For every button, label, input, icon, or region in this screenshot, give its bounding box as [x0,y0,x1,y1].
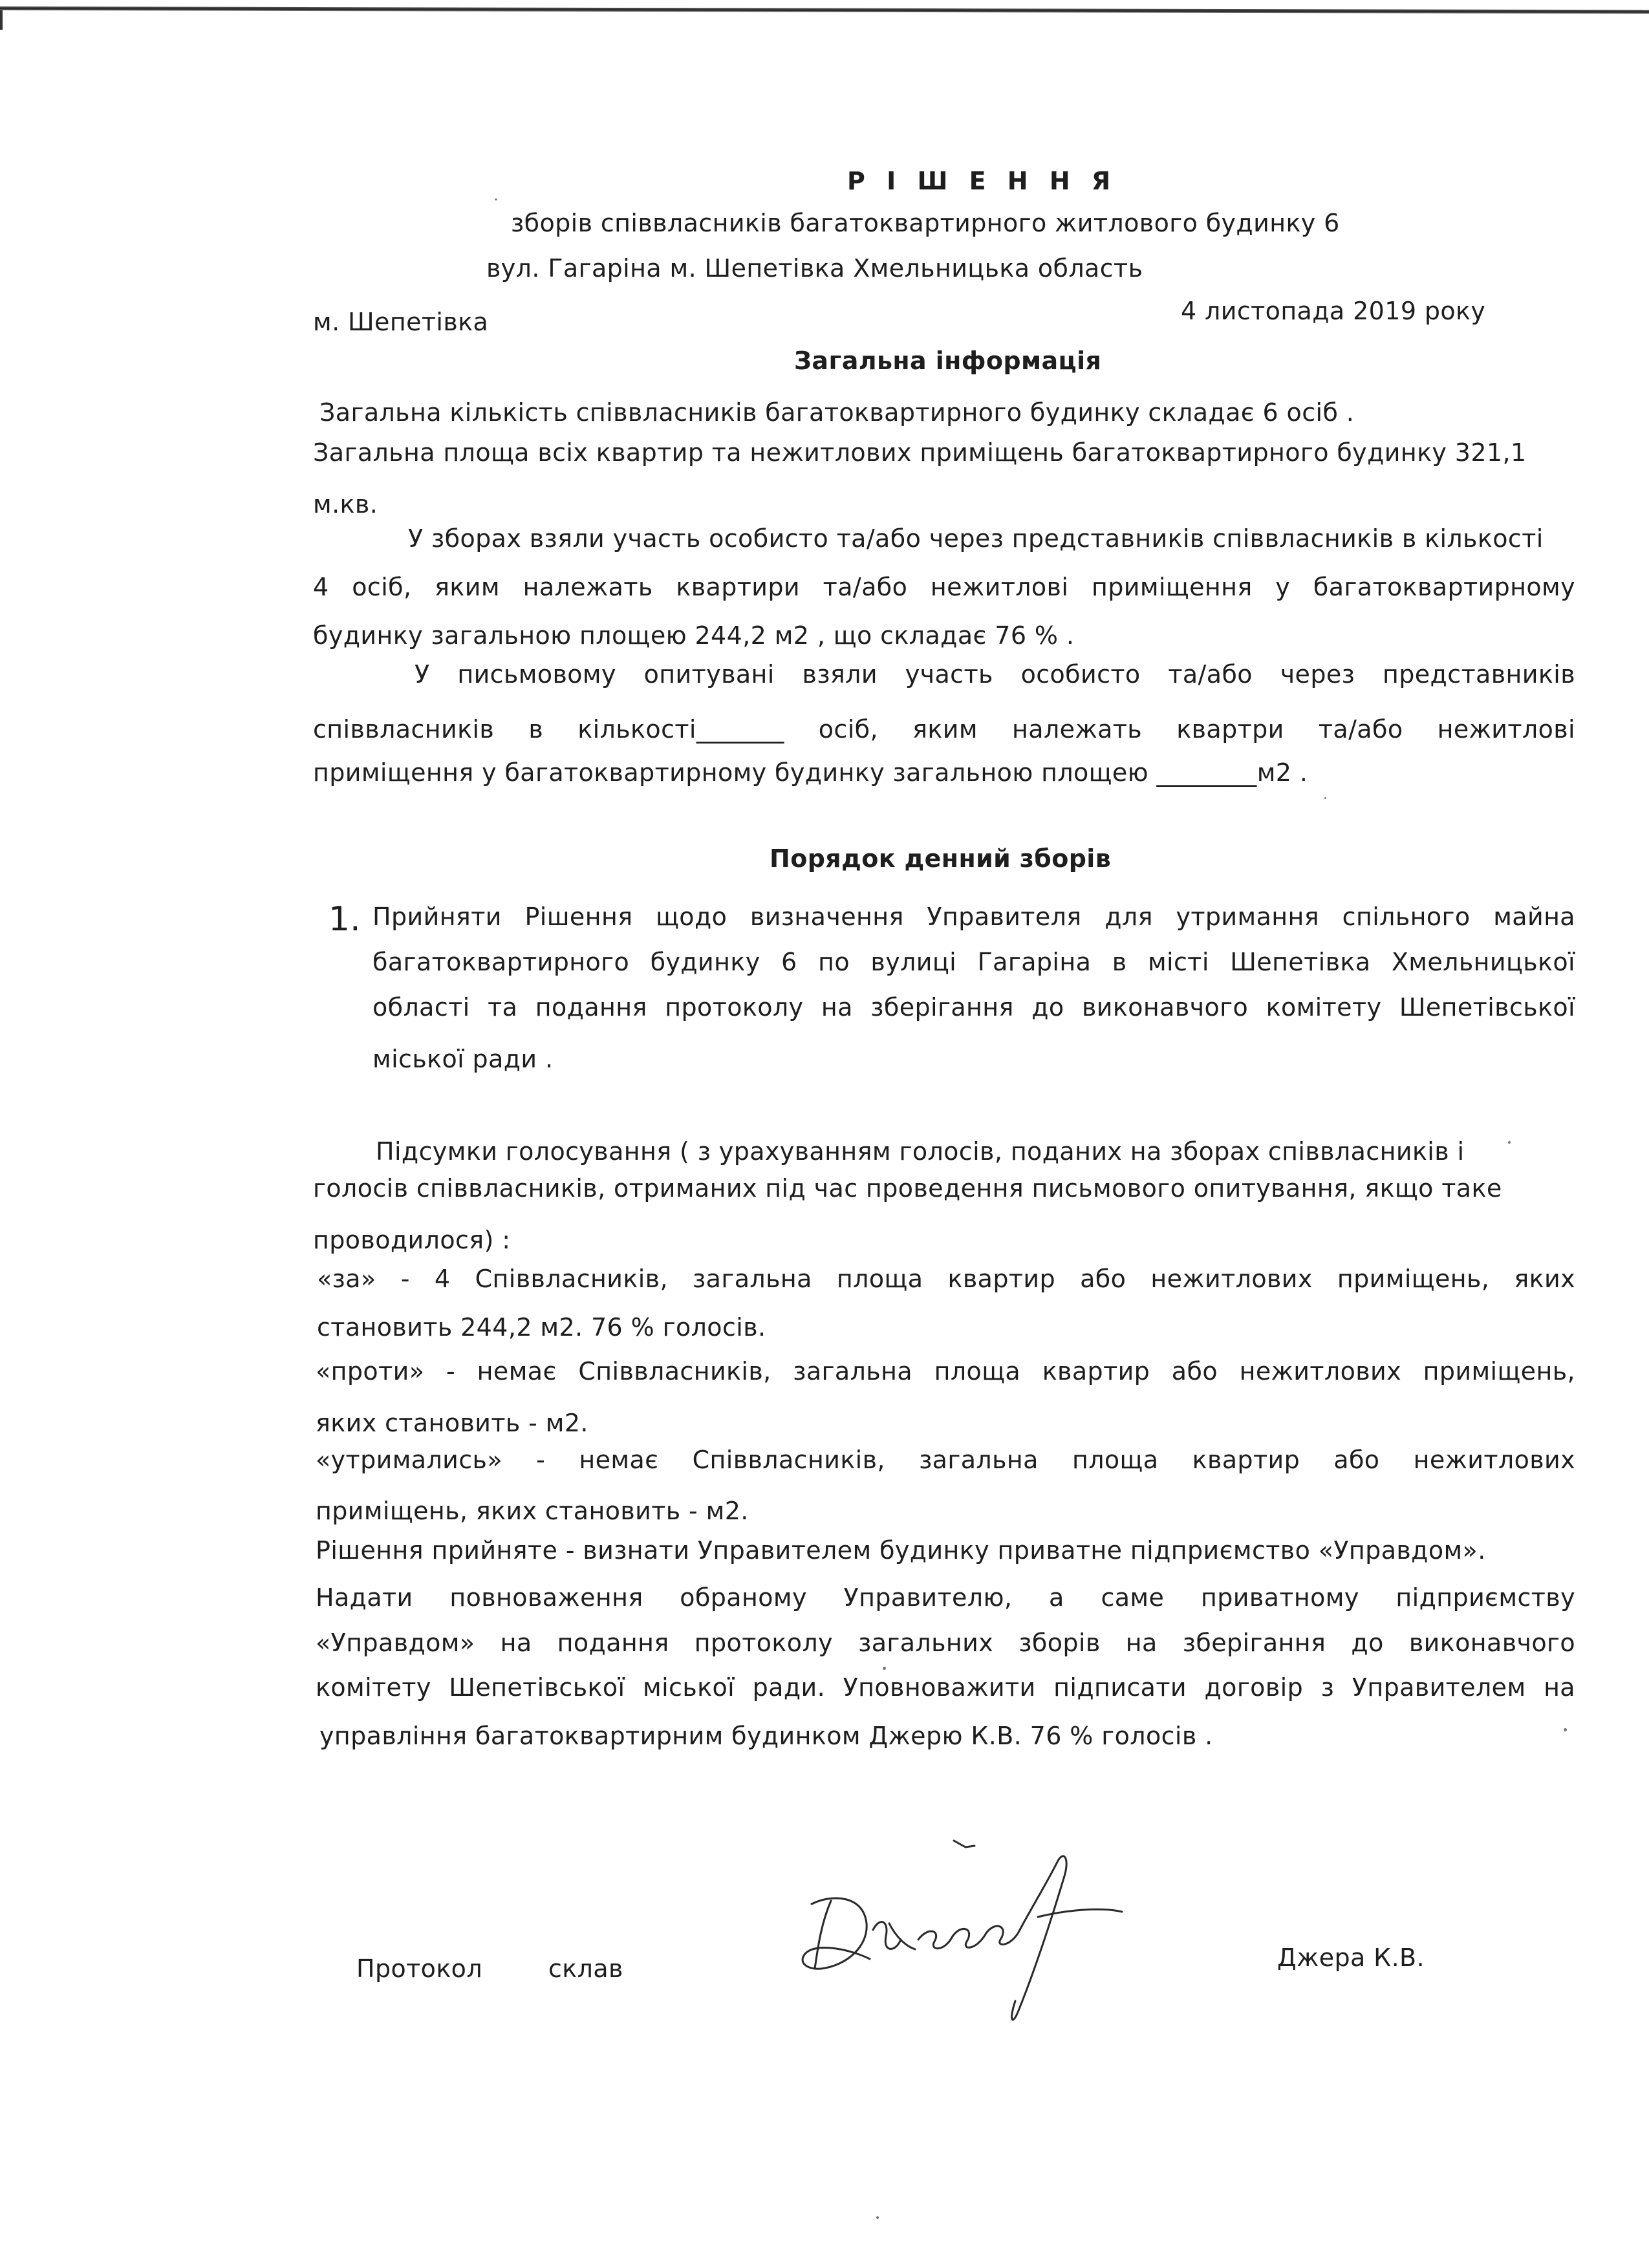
scan-speck [883,1667,886,1670]
vote-for-line-2: становить 244,2 м2. 76 % голосів. [317,1313,766,1342]
vote-against-line-1: «проти» - немає Співвласників, загальна площа квартир або нежитлових приміщень, [316,1357,1575,1385]
document-address: вул. Гагаріна м. Шепетівка Хмельницька область [486,254,1143,283]
decision-line-5: управління багатоквартирним будинком Джерю К.В. 76 % голосів . [319,1722,1213,1750]
written-survey-text-1: У письмовому опитувані взяли участь особисто та/або через представників [415,660,1575,689]
agenda-item-1-line-2: багатоквартирного будинку 6 по вулиці Гагаріна в місті Шепетівка Хмельницької [372,948,1575,976]
signature-drawing [792,1833,1128,2040]
general-info-heading: Загальна інформація [794,347,1102,375]
vote-abstain-line-2: приміщень, яких становить - м2. [316,1497,749,1525]
vote-abstain-line-1: «утримались» - немає Співвласників, загальна площа квартир або нежитлових [316,1446,1575,1474]
scan-speck [1324,797,1326,799]
owners-count-text: Загальна кількість співвласників багатоквартирного будинку складає 6 осіб . [319,398,1355,427]
agenda-item-number: 1. [329,900,361,939]
handwritten-signature [792,1833,1128,2040]
decision-line-4: комітету Шепетівської міської ради. Уповноважити підписати договір з Управителем на [316,1673,1575,1702]
decision-line-1: Рішення прийняте - визнати Управителем будинку приватне підприємство «Управдом». [316,1536,1486,1565]
scan-border [0,6,1649,14]
decision-line-3: «Управдом» на подання протоколу загальних зборів на зберігання до виконавчого [316,1629,1575,1657]
agenda-item-1-line-4: міської ради . [372,1045,554,1073]
agenda-item-1-line-3: області та подання протоколу на зберігання до виконавчого комітету Шепетівської [372,993,1575,1022]
scan-speck [495,198,497,200]
signer-name: Джера К.В. [1277,1943,1425,1972]
scan-speck [1564,1728,1567,1731]
participation-text-1: У зборах взяли участь особисто та/або через представників співвласників в кількості [408,524,1544,553]
voting-intro-1: Підсумки голосування ( з урахуванням голосів, поданих на зборах співвласників і [376,1137,1465,1166]
document-date: 4 листопада 2019 року [1181,297,1486,325]
written-survey-text-2: співвласників в кількості_______ осіб, яким належать квартри та/або нежитлові [313,715,1575,744]
agenda-heading: Порядок денний зборів [770,844,1112,873]
voting-intro-3: проводилося) : [313,1226,511,1254]
document-subtitle: зборів співвласників багатоквартирного житлового будинку 6 [511,209,1340,237]
written-survey-text-3: приміщення у багатоквартирному будинку загальною площею ________м2 . [313,758,1308,787]
participation-text-3: будинку загальною площею 244,2 м2 , що складає 76 % . [313,621,1075,650]
decision-line-2: Надати повноваження обраному Управителю, а саме приватному підприємству [316,1583,1575,1612]
compiled-label: склав [548,1954,623,1983]
total-area-text: Загальна площа всіх квартир та нежитлових приміщень багатоквартирного будинку 321,1 [313,438,1527,467]
voting-intro-2: голосів співвласників, отриманих під час проведення письмового опитування, якщо таке [313,1174,1502,1203]
document-city: м. Шепетівка [313,308,489,336]
agenda-item-1-line-1: Прийняти Рішення щодо визначення Управителя для утримання спільного майна [372,903,1575,931]
participation-text-2: 4 осіб, яким належать квартири та/або нежитлові приміщення у багатоквартирному [313,573,1575,601]
scan-corner-mark [0,10,3,30]
scan-speck [1508,1141,1511,1144]
protocol-label: Протокол [356,1954,483,1983]
vote-against-line-2: яких становить - м2. [316,1409,588,1437]
scan-speck [876,2216,879,2219]
document-title: Р І Ш Е Н Н Я [847,167,1117,195]
vote-for-line-1: «за» - 4 Співвласників, загальна площа квартир або нежитлових приміщень, яких [317,1265,1575,1293]
total-area-unit: м.кв. [313,490,378,519]
